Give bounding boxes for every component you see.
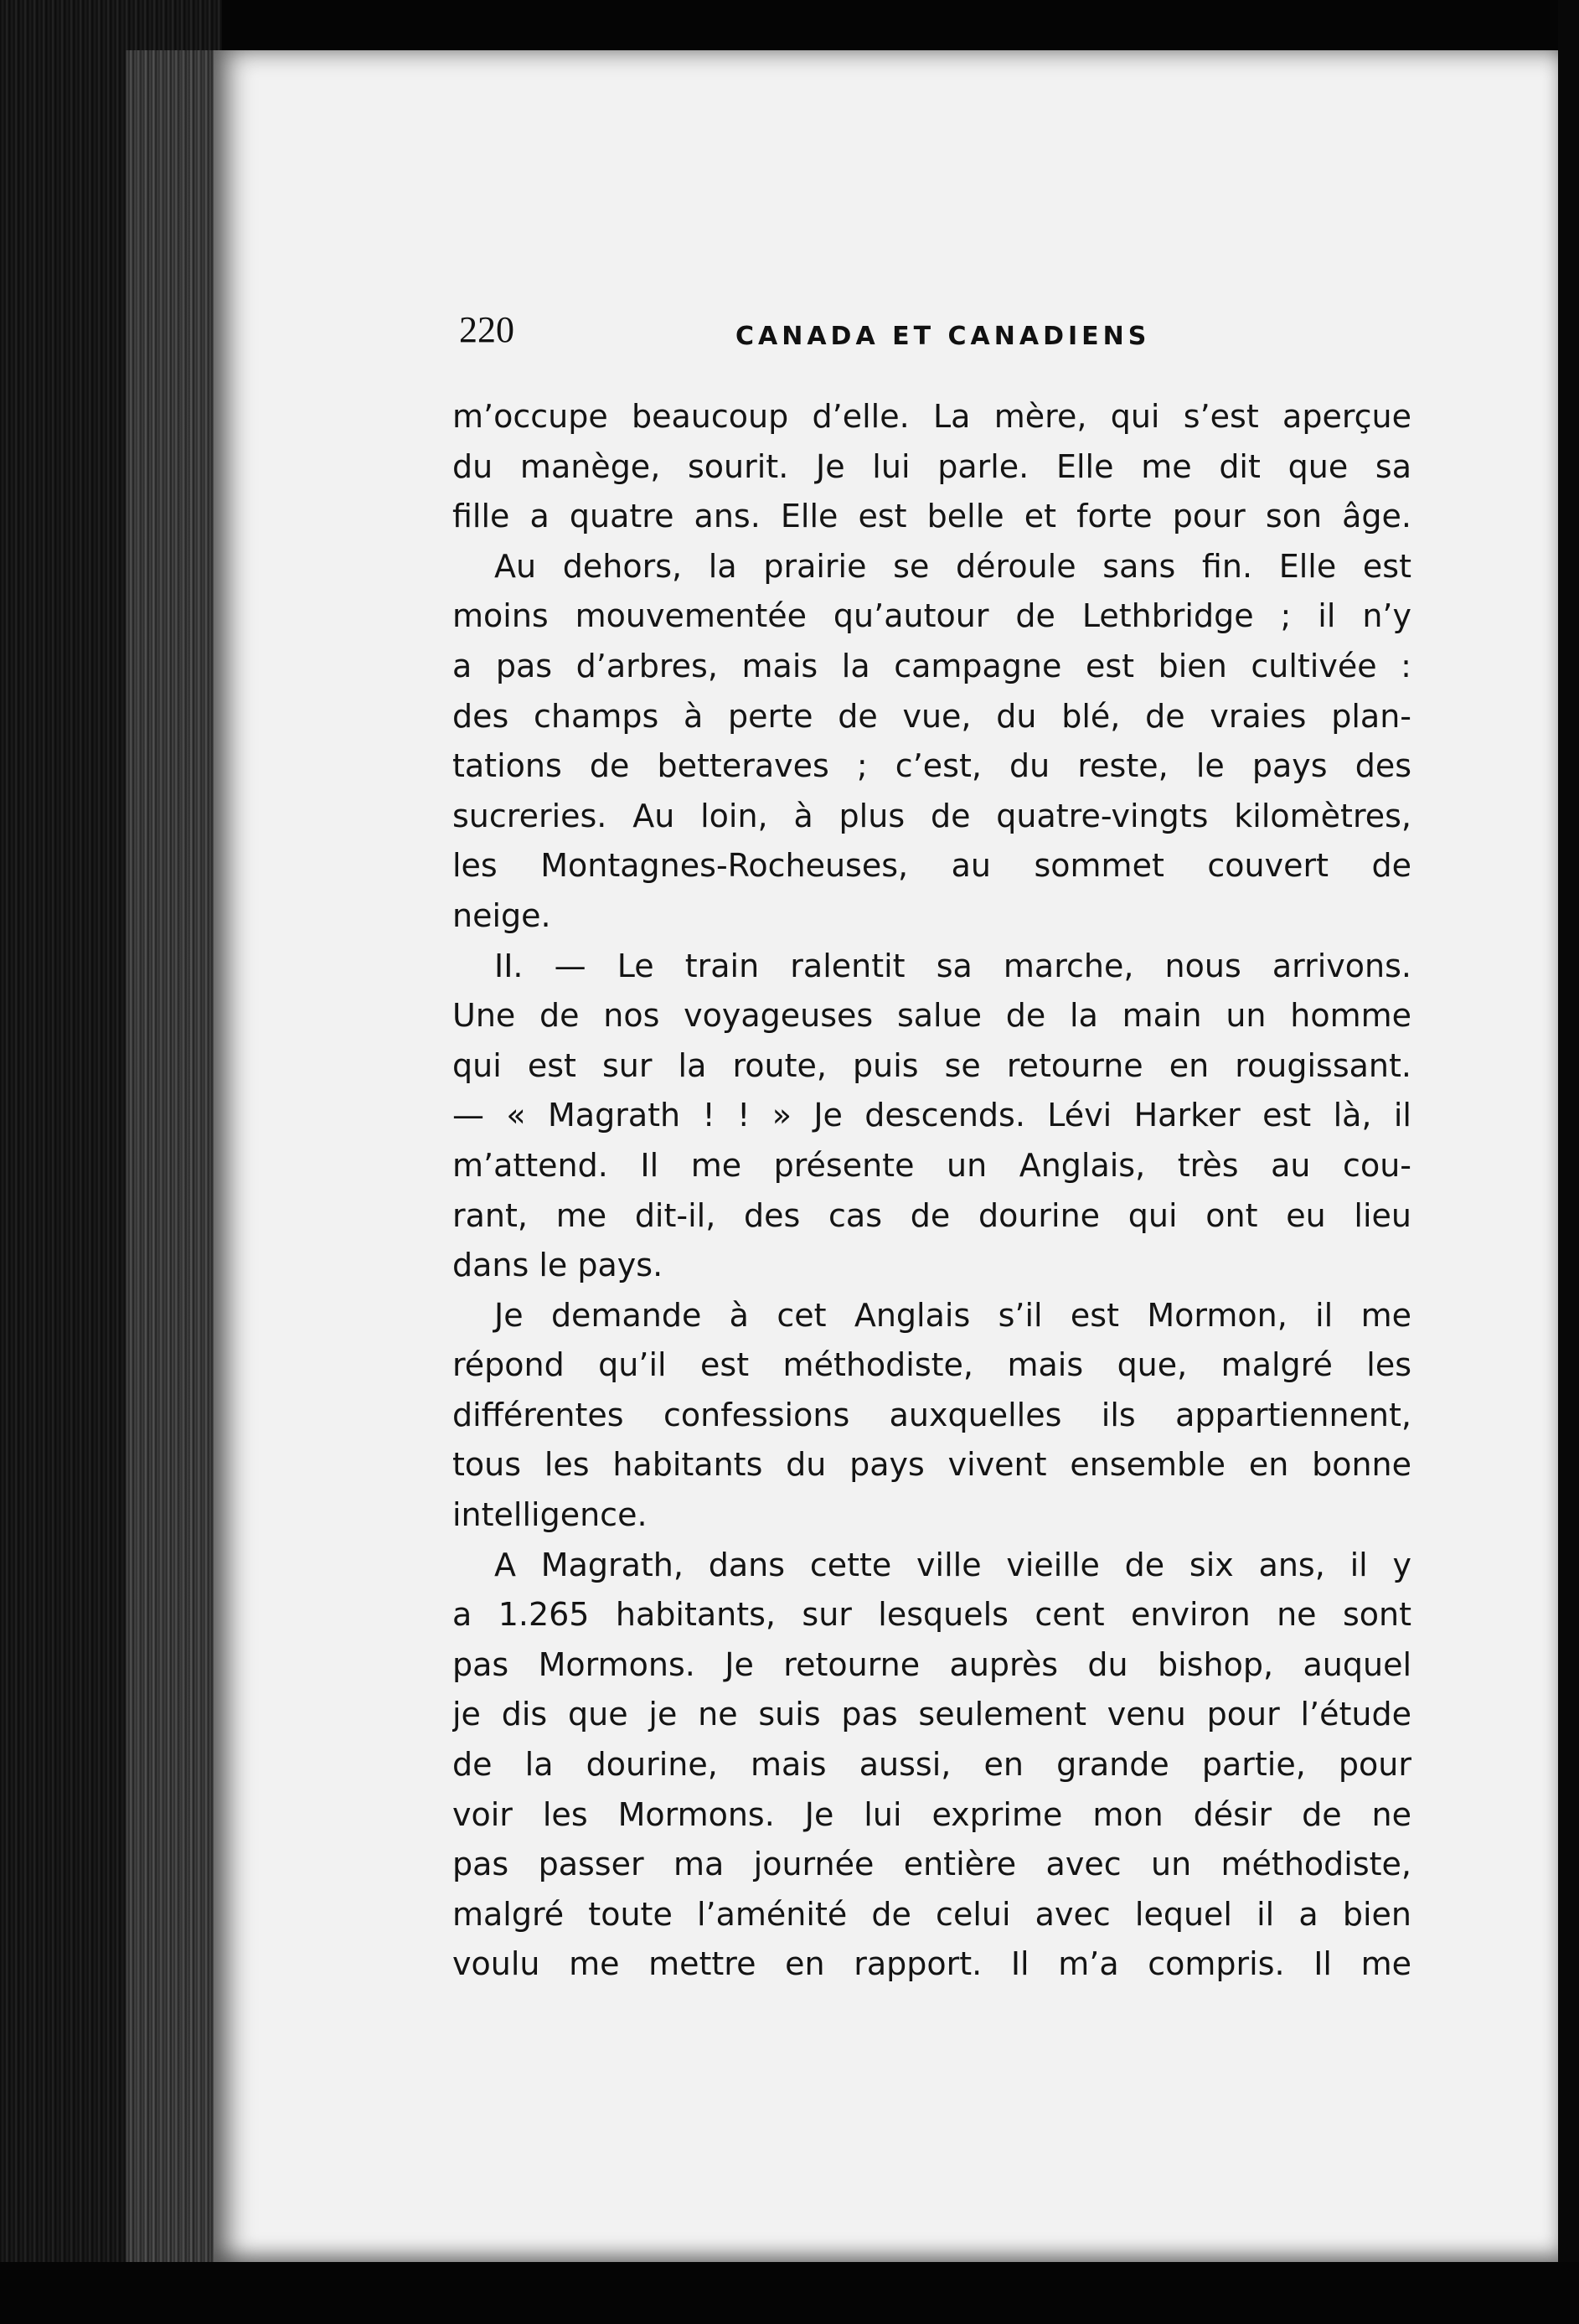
- text-line: intelligence.: [452, 1496, 648, 1534]
- text-line: voulu me mettre en rapport. Il m’a compris. Il me: [452, 1945, 1411, 1983]
- text-line: pas passer ma journée entière avec un méthodiste,: [452, 1846, 1411, 1883]
- right-margin-shadow: [1558, 0, 1579, 2324]
- text-line: dans le pays.: [452, 1247, 663, 1284]
- text-line: fille a quatre ans. Elle est belle et forte pour son âge.: [452, 498, 1411, 535]
- text-line: des champs à perte de vue, du blé, de vraies plan-: [452, 697, 1411, 735]
- text-line: a pas d’arbres, mais la campagne est bien cultivée :: [452, 647, 1411, 684]
- text-line: malgré toute l’aménité de celui avec lequel il a bien: [452, 1895, 1411, 1933]
- text-line: je dis que je ne suis pas seulement venu pour l’étude: [452, 1696, 1411, 1733]
- page-number: 220: [459, 309, 514, 350]
- text-line: Je demande à cet Anglais s’il est Mormon, il me: [494, 1296, 1411, 1334]
- text-line: différentes confessions auxquelles ils appartiennent,: [452, 1396, 1411, 1433]
- text-line: A Magrath, dans cette ville vieille de six ans, il y: [494, 1546, 1411, 1583]
- text-line: qui est sur la route, puis se retourne en rougissant.: [452, 1046, 1411, 1084]
- text-line: II. — Le train ralentit sa marche, nous arrivons.: [494, 947, 1411, 984]
- text-line: tations de betteraves ; c’est, du reste, le pays des: [452, 747, 1411, 785]
- text-line: neige.: [452, 896, 551, 934]
- text-line: répond qu’il est méthodiste, mais que, malgré les: [452, 1346, 1411, 1384]
- text-line: les Montagnes-Rocheuses, au sommet couvert de: [452, 847, 1411, 885]
- text-line: tous les habitants du pays vivent ensemble en bonne: [452, 1446, 1411, 1484]
- page-edge-texture: [126, 50, 222, 2262]
- text-line: Au dehors, la prairie se déroule sans fin. Elle est: [494, 547, 1411, 585]
- text-line: m’occupe beaucoup d’elle. La mère, qui s’est aperçue: [452, 398, 1411, 435]
- text-line: du manège, sourit. Je lui parle. Elle me dit que sa: [452, 447, 1411, 485]
- body-text: [452, 392, 1411, 1990]
- text-line: voir les Mormons. Je lui exprime mon désir de ne: [452, 1795, 1411, 1833]
- text-line: rant, me dit-il, des cas de dourine qui ont eu lieu: [452, 1196, 1411, 1234]
- text-line: a 1.265 habitants, sur lesquels cent environ ne sont: [452, 1596, 1411, 1634]
- bottom-margin-shadow: [0, 2262, 1579, 2324]
- text-line: pas Mormons. Je retourne auprès du bishop, auquel: [452, 1645, 1411, 1683]
- text-line: sucreries. Au loin, à plus de quatre-vingts kilomètres,: [452, 797, 1411, 834]
- page-header: [459, 308, 1406, 359]
- text-line: m’attend. Il me présente un Anglais, très au cou-: [452, 1146, 1411, 1184]
- text-line: — « Magrath ! ! » Je descends. Lévi Harker est là, il: [452, 1097, 1411, 1134]
- text-line: Une de nos voyageuses salue de la main un homme: [452, 997, 1411, 1035]
- running-title: CANADA ET CANADIENS: [735, 322, 1151, 351]
- text-line: de la dourine, mais aussi, en grande partie, pour: [452, 1746, 1411, 1784]
- text-line: moins mouvementée qu’autour de Lethbridge ; il n’y: [452, 597, 1411, 635]
